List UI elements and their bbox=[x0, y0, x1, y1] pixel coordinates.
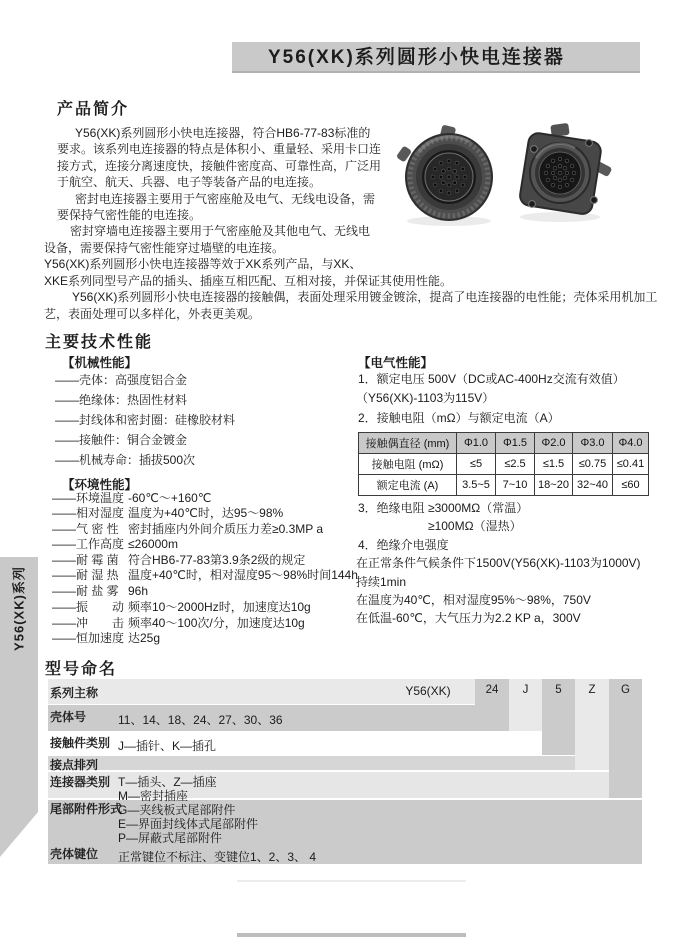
env-item: ——相对湿度 温度为+40℃时，达95～98% bbox=[52, 506, 284, 520]
model-row-value: E—界面封线体式尾部附件 bbox=[118, 817, 259, 831]
model-row-value: T—插头、Z—插座 bbox=[118, 775, 217, 789]
model-row-label: 连接器类别 bbox=[50, 775, 111, 789]
connector-plug-photo bbox=[396, 124, 492, 220]
model-row-value: G—夹线板式尾部附件 bbox=[118, 803, 236, 817]
env-item: ——环境温度 -60℃～+160℃ bbox=[52, 491, 212, 505]
table-row: 接触偶直径 (mm) Φ1.0 Φ1.5 Φ2.0 Φ3.0 Φ4.0 bbox=[359, 433, 649, 454]
table-row: 接触电阻 (mΩ) ≤5 ≤2.5 ≤1.5 ≤0.75 ≤0.41 bbox=[359, 454, 649, 475]
connector-photos bbox=[392, 120, 622, 230]
model-row-label: 系列主称 bbox=[50, 686, 99, 700]
elec-line: ≥100MΩ（湿热） bbox=[428, 519, 522, 533]
model-row-value: J—插针、K—插孔 bbox=[118, 739, 217, 753]
mech-item: ——壳体：高强度铝合金 bbox=[55, 373, 188, 387]
env-item: ——耐 湿 热 温度+40℃时，相对湿度95～98%时间144h bbox=[52, 568, 358, 582]
model-code-24: 24 bbox=[485, 684, 499, 696]
model-row-value: 正常键位不标注、变键位1、2、3、 4 bbox=[118, 850, 317, 864]
intro-line: 要求。该系列电连接器的特点是体积小、重量轻、采用卡口连 bbox=[57, 142, 382, 156]
model-row-value: M—密封插座 bbox=[118, 789, 188, 803]
model-row-label: 尾部附件形式 bbox=[50, 802, 123, 816]
connector-receptacle-photo bbox=[519, 123, 613, 216]
elec-line: 1．额定电压 500V（DC或AC-400Hz交流有效值） bbox=[358, 372, 625, 386]
footer-rule-top bbox=[237, 880, 466, 882]
section-heading-model: 型号命名 bbox=[45, 661, 118, 678]
model-series-name: Y56(XK) bbox=[405, 684, 451, 698]
model-code-J: J bbox=[522, 684, 529, 696]
elec-line: 4．绝缘介电强度 bbox=[358, 538, 449, 552]
env-item: ——耐 霉 菌 符合HB6-77-83第3.9条2级的规定 bbox=[52, 553, 306, 567]
model-row-label: 接点排列 bbox=[50, 758, 99, 772]
intro-line: 艺，表面处理可以多样化，外表更美观。 bbox=[44, 307, 261, 321]
env-item: ——耐 盐 雾 96h bbox=[52, 584, 149, 598]
model-code-G: G bbox=[621, 684, 630, 696]
mech-item: ——封线体和密封圈：硅橡胶材料 bbox=[55, 413, 236, 427]
intro-line: XKE系列同型号产品的插头、插座互相匹配、互相对接，并保证其使用性能。 bbox=[44, 274, 453, 288]
env-item: ——气 密 性 密封插座内外间介质压力差≥0.3MP a bbox=[52, 522, 324, 536]
env-item: ——工作高度 ≤26000m bbox=[52, 537, 178, 551]
intro-line: Y56(XK)系列圆形小快电连接器，符合HB6-77-83标准的 bbox=[75, 126, 371, 140]
intro-line: 密封电连接器主要用于气密座舱及电气、无线电设备，需 bbox=[75, 192, 376, 206]
model-row-value: 11、14、18、24、27、30、36 bbox=[118, 713, 283, 727]
elec-line: 在温度为40℃，相对湿度95%～98%，750V bbox=[356, 593, 591, 607]
env-item: ——冲 击 频率40～100次/分，加速度达10g bbox=[52, 616, 305, 630]
intro-line: Y56(XK)系列圆形小快电连接器等效于XK系列产品，与XK、 bbox=[44, 257, 362, 271]
section-heading-intro: 产品简介 bbox=[57, 101, 130, 118]
model-row-band bbox=[48, 756, 575, 770]
model-row-value: P—屏蔽式尾部附件 bbox=[118, 831, 223, 845]
intro-line: 设备，需要保持气密性能穿过墙壁的电连接。 bbox=[44, 241, 285, 255]
env-item: ——振 动 频率10～2000Hz时，加速度达10g bbox=[52, 600, 311, 614]
mech-item: ——绝缘体：热固性材料 bbox=[55, 393, 188, 407]
env-item: ——恒加速度 达25g bbox=[52, 631, 161, 645]
intro-line: Y56(XK)系列圆形小快电连接器的接触偶，表面处理采用镀金镀涂，提高了电连接器的电性能；壳体采用机加工 bbox=[72, 290, 658, 304]
elec-line: （Y56(XK)-1103为115V） bbox=[356, 391, 495, 405]
intro-line: 于航空、航天、兵器、电子等装备产品的电连接。 bbox=[57, 175, 322, 189]
mech-subheading: 【机械性能】 bbox=[62, 356, 138, 370]
mech-item: ——机械寿命：插拔500次 bbox=[55, 453, 196, 467]
mech-item: ——接触件：铜合金镀金 bbox=[55, 433, 188, 447]
elec-line: 在正常条件气候条件下1500V(Y56(XK)-1103为1000V) bbox=[356, 556, 641, 570]
elec-line: 2．接触电阻（mΩ）与额定电流（A） bbox=[358, 411, 560, 425]
elec-line: 在低温-60℃，大气压力为2.2 KP a，300V bbox=[356, 611, 581, 625]
model-row-label: 接触件类别 bbox=[50, 736, 111, 750]
intro-line: 密封穿墙电连接器主要用于气密座舱及其他电气、无线电 bbox=[70, 224, 371, 238]
model-code-strip-G bbox=[609, 679, 642, 798]
contact-resistance-table bbox=[358, 432, 649, 496]
series-side-label: Y56(XK)系列 bbox=[11, 566, 27, 651]
model-row-label: 壳体号 bbox=[50, 710, 87, 724]
elec-subheading: 【电气性能】 bbox=[358, 356, 434, 370]
model-row-label: 壳体键位 bbox=[50, 847, 99, 861]
intro-line: 要保持气密性能的电连接。 bbox=[57, 208, 202, 222]
page-title: Y56(XK)系列圆形小快电连接器 bbox=[232, 42, 640, 73]
elec-line: 3．绝缘电阻 ≥3000MΩ（常温） bbox=[358, 501, 529, 515]
footer-rule-bottom bbox=[237, 933, 466, 937]
elec-line: 持续1min bbox=[356, 575, 407, 589]
model-code-Z: Z bbox=[588, 684, 596, 696]
model-code-5: 5 bbox=[555, 684, 562, 696]
section-heading-tech: 主要技术性能 bbox=[45, 334, 154, 351]
env-subheading: 【环境性能】 bbox=[62, 478, 138, 492]
intro-line: 接方式，连接分离速度快，接触件密度高、可靠性高，广泛用 bbox=[57, 159, 382, 173]
table-row: 额定电流 (A) 3.5~5 7~10 18~20 32~40 ≤60 bbox=[359, 475, 649, 496]
